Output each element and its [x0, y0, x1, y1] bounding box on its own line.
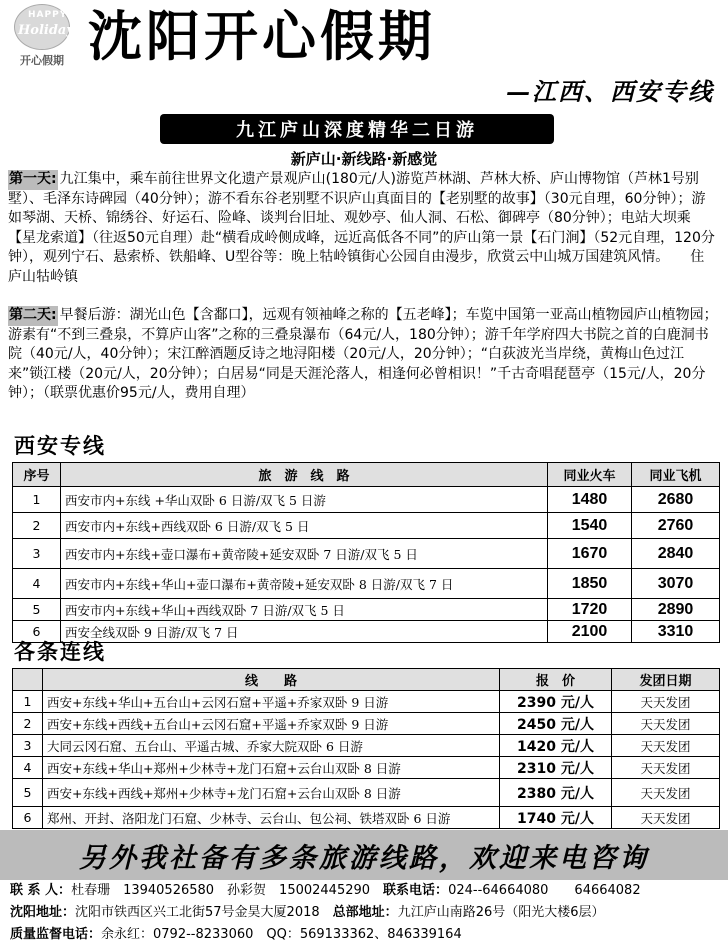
table-row — [13, 487, 720, 513]
day-2 — [8, 306, 718, 404]
row-date: 天天发团 — [612, 691, 720, 713]
row-no: 1 — [13, 691, 43, 713]
row-route: 西安市内+东线+华山+西线双卧 7 日游/双飞 5 日 — [61, 599, 548, 621]
table-row — [13, 691, 720, 713]
row-date: 天天发团 — [612, 779, 720, 807]
row-route: 西安市内+东线+西线双卧 6 日游/双飞 5 日 — [61, 513, 548, 539]
col-route: 旅 游 线 路 — [61, 463, 548, 487]
col-price: 报 价 — [500, 669, 612, 691]
row-train: 1480 — [548, 487, 632, 513]
quality-phone: 余永红：0792--8233060 QQ：569133362、846339164 — [101, 927, 462, 942]
row-train: 1850 — [548, 569, 632, 599]
table-row — [13, 569, 720, 599]
col-train: 同业火车 — [548, 463, 632, 487]
row-route: 西安+东线+西线+郑州+少林寺+龙门石窟+云台山双卧 8 日游 — [43, 779, 500, 807]
row-no: 6 — [13, 807, 43, 829]
bottom-banner — [0, 830, 728, 880]
contact-phones: 024--64664080 64664082 — [448, 883, 641, 898]
row-train: 1670 — [548, 539, 632, 569]
page-subtitle: —江西、西安专线 — [506, 77, 714, 106]
row-route: 西安+东线+西线+五台山+云冈石窟+平遥+乔家双卧 9 日游 — [43, 713, 500, 735]
logo-chinese: 开心假期 — [20, 54, 64, 67]
row-train: 2100 — [548, 621, 632, 643]
row-route: 西安市内+东线+壶口瀑布+黄帝陵+延安双卧 7 日游/双飞 5 日 — [61, 539, 548, 569]
table-row — [13, 513, 720, 539]
contact-line-2 — [10, 902, 720, 924]
day-2-text: 早餐后游：湖光山色【含鄱口】，远观有领袖峰之称的【五老峰】；车览中国第一亚高山植物园庐山植物园；游素有“不到三叠泉，不算庐山客”之称的三叠泉瀑布（64元/人，180分钟）；游千年学府四大书院之首的白鹿洞书院（40元/人，40分钟）；宋江醉酒题反诗之地浔阳楼（20元/人，20分钟）；“白荻波光当岸绕，黄梅山色过江来”锁江楼（20元/人，20分钟）；白居易“同是天涯沦落人，相逢何必曾相识！”千古奇唱琵琶亭（15元/人，20分钟）；（联票优惠价95元/人，费用自理） — [8, 307, 718, 402]
row-plane: 2890 — [632, 599, 720, 621]
col-route: 线 路 — [43, 669, 500, 691]
row-route: 大同云冈石窟、五台山、平遥古城、乔家大院双卧 6 日游 — [43, 735, 500, 757]
lines-section-title: 各条连线 — [14, 639, 106, 664]
row-price: 1420 元/人 — [500, 735, 612, 757]
table-row — [13, 757, 720, 779]
logo-happy: HAPPY — [28, 10, 68, 20]
xian-table — [12, 462, 720, 643]
row-route: 西安+东线+华山+郑州+少林寺+龙门石窟+云台山双卧 8 日游 — [43, 757, 500, 779]
contact-line-1 — [10, 880, 720, 902]
day-1-stay: 住庐山牯岭镇 — [8, 249, 705, 285]
row-no: 5 — [13, 779, 43, 807]
table-row — [13, 539, 720, 569]
row-no: 4 — [13, 757, 43, 779]
row-route: 西安市内+东线 +华山双卧 6 日游/双飞 5 日游 — [61, 487, 548, 513]
row-price: 2380 元/人 — [500, 779, 612, 807]
day-2-label: 第二天: — [8, 306, 58, 326]
row-plane: 3070 — [632, 569, 720, 599]
bottom-banner-text: 另外我社备有多条旅游线路，欢迎来电咨询 — [79, 842, 649, 874]
shenyang-address-label: 沈阳地址： — [10, 905, 76, 920]
row-route: 西安+东线+华山+五台山+云冈石窟+平遥+乔家双卧 9 日游 — [43, 691, 500, 713]
tour-banner-text: 九江庐山深度精华二日游 — [236, 120, 478, 141]
table-row — [13, 599, 720, 621]
row-plane: 2760 — [632, 513, 720, 539]
row-date: 天天发团 — [612, 713, 720, 735]
row-price: 1740 元/人 — [500, 807, 612, 829]
day-1 — [8, 170, 718, 288]
row-no: 3 — [13, 735, 43, 757]
table-row — [13, 779, 720, 807]
table-row — [13, 735, 720, 757]
lines-table — [12, 668, 720, 829]
contact-phone-label: 联系电话： — [383, 883, 449, 898]
day-1-text: 九江集中，乘车前往世界文化遗产景观庐山(180元/人)游览芦林湖、芦林大桥、庐山博物馆（芦林1号别墅）、毛泽东诗碑园（40分钟）；游不看东谷老别墅不识庐山真面目的【老别墅的故事】（30元自理，60分钟）；游如琴湖、天桥、锦绣谷、好运石、险峰、谈判台旧址、观妙亭、仙人洞、石松、御碑亭（80分钟）；电站大坝乘【星龙索道】（往返50元自理）赴“横看成岭侧成峰，远近高低各不同”的庐山第一景【石门涧】（52元自理，120分钟），观列宁石、悬索桥、铁船峰、U型谷等：晚上牯岭镇街心公园自由漫步，欣赏云中山城万国建筑风情。 — [8, 171, 715, 266]
row-plane: 2680 — [632, 487, 720, 513]
row-price: 2450 元/人 — [500, 713, 612, 735]
tour-banner — [160, 114, 554, 144]
xian-section-title: 西安专线 — [14, 433, 106, 458]
row-price: 2390 元/人 — [500, 691, 612, 713]
table-row — [13, 807, 720, 829]
col-date: 发团日期 — [612, 669, 720, 691]
row-route: 西安市内+东线+华山+壶口瀑布+黄帝陵+延安双卧 8 日游/双飞 7 日 — [61, 569, 548, 599]
row-price: 2310 元/人 — [500, 757, 612, 779]
row-plane: 2840 — [632, 539, 720, 569]
row-date: 天天发团 — [612, 735, 720, 757]
table-row — [13, 713, 720, 735]
lines-header-row — [13, 669, 720, 691]
row-train: 1540 — [548, 513, 632, 539]
row-route: 西安全线双卧 9 日游/双飞 7 日 — [61, 621, 548, 643]
row-plane: 3310 — [632, 621, 720, 643]
logo — [6, 4, 78, 68]
row-train: 1720 — [548, 599, 632, 621]
xian-header-row — [13, 463, 720, 487]
row-no: 5 — [13, 599, 61, 621]
table-row — [13, 621, 720, 643]
row-date: 天天发团 — [612, 757, 720, 779]
slogan: 新庐山·新线路·新感觉 — [290, 150, 438, 168]
contact-line-3 — [10, 924, 720, 946]
hq-address-label: 总部地址： — [332, 905, 398, 920]
row-no: 4 — [13, 569, 61, 599]
quality-phone-label: 质量监督电话： — [10, 927, 102, 942]
col-plane: 同业飞机 — [632, 463, 720, 487]
day-1-label: 第一天: — [8, 170, 58, 190]
logo-holiday: Holiday — [18, 23, 74, 38]
row-route: 郑州、开封、洛阳龙门石窟、少林寺、云台山、包公祠、铁塔双卧 6 日游 — [43, 807, 500, 829]
col-no: 序号 — [13, 463, 61, 487]
row-date: 天天发团 — [612, 807, 720, 829]
shenyang-address: 沈阳市铁西区兴工北街57号金昊大厦2018 — [75, 905, 320, 920]
contact-persons: 杜春珊 13940526580 孙彩贺 15002445290 — [71, 883, 371, 898]
hq-address: 九江庐山南路26号（阳光大楼6层） — [397, 905, 605, 920]
row-no: 1 — [13, 487, 61, 513]
page-title: 沈阳开心假期 — [88, 4, 436, 68]
col-no — [13, 669, 43, 691]
row-no: 6 — [13, 621, 61, 643]
row-no: 2 — [13, 513, 61, 539]
row-no: 3 — [13, 539, 61, 569]
contact-person-label: 联 系 人： — [10, 883, 72, 898]
row-no: 2 — [13, 713, 43, 735]
